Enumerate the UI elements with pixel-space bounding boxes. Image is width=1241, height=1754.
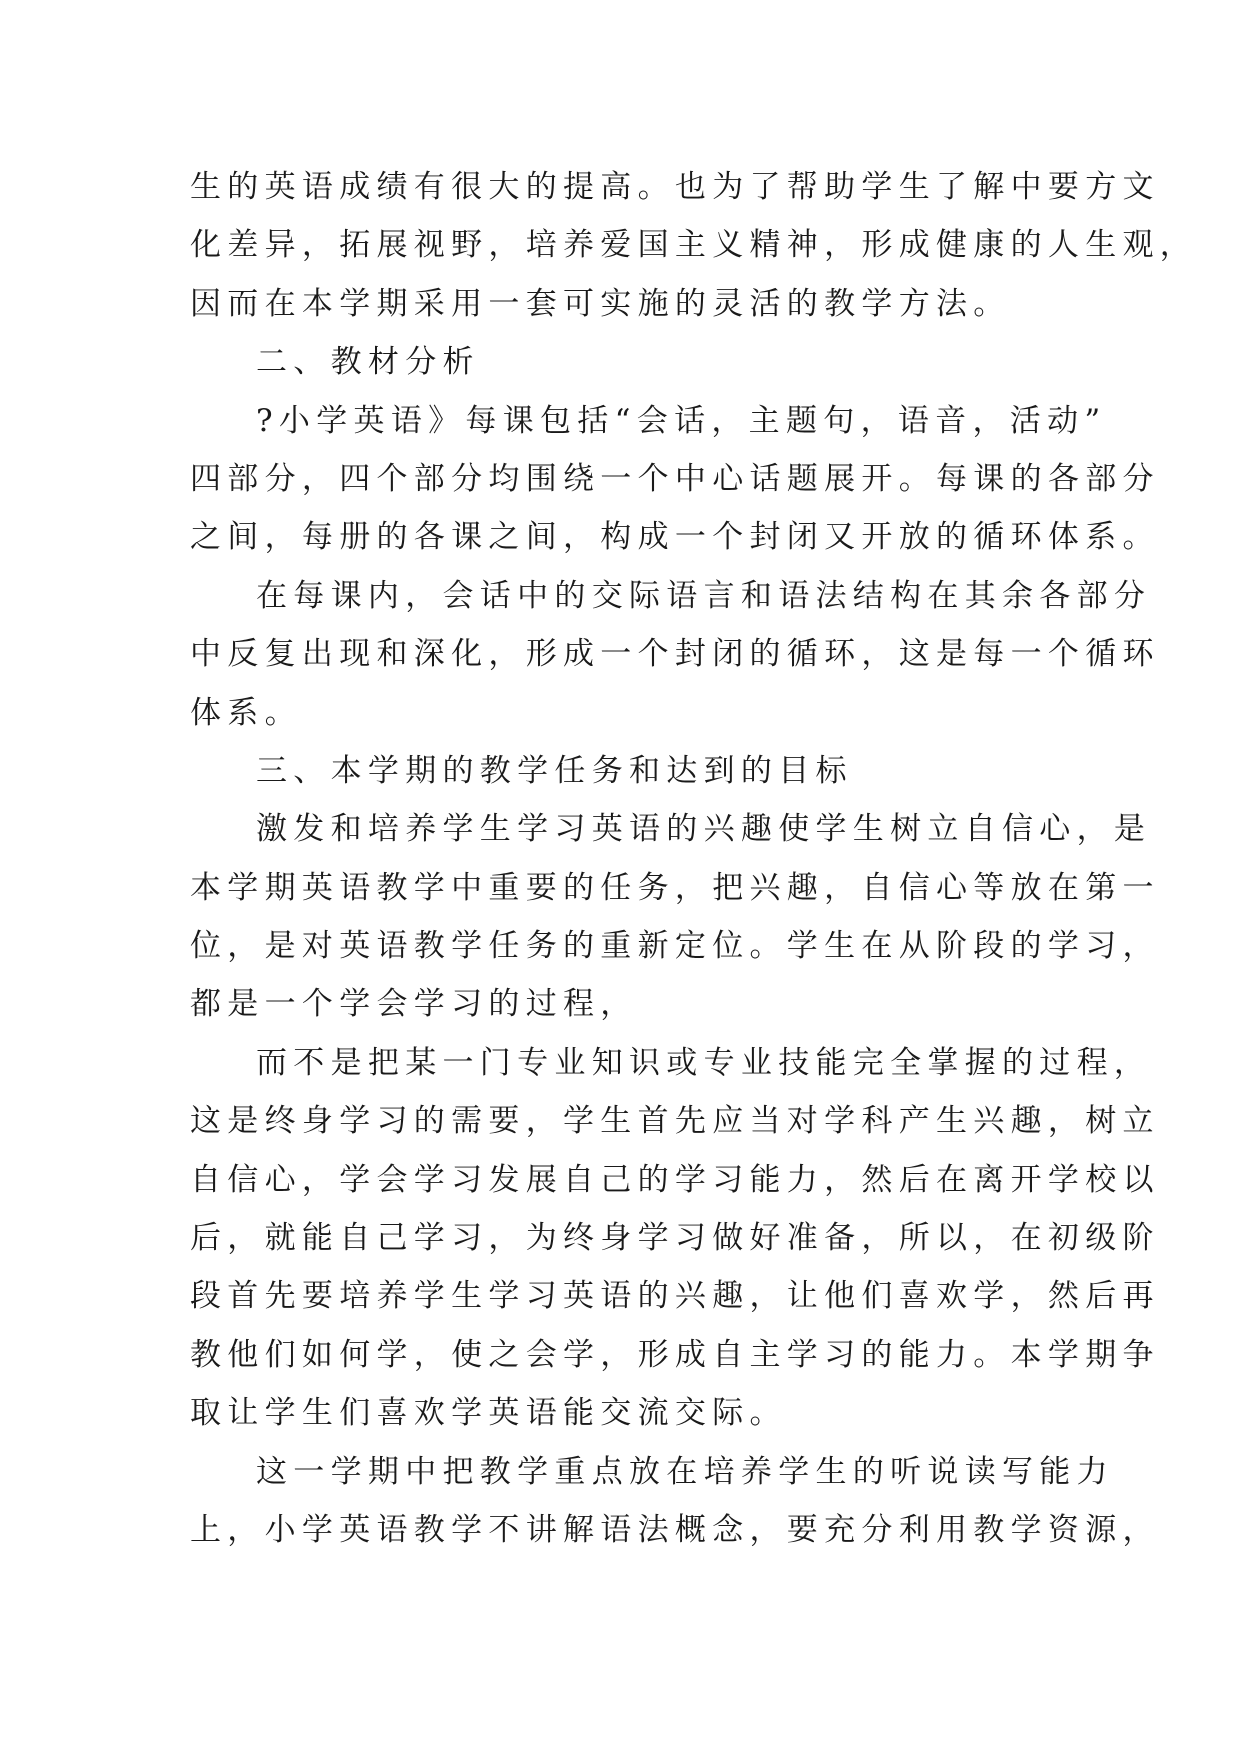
text-line: 教他们如何学，使之会学，形成自主学习的能力。本学期争 (190, 1336, 1160, 1373)
text-line: 取让学生们喜欢学英语能交流交际。 (190, 1395, 787, 1432)
text-line: 都是一个学会学习的过程， (190, 986, 638, 1023)
text-line: 四部分，四个部分均围绕一个中心话题展开。每课的各部分 (190, 460, 1160, 497)
text-line: 自信心，学会学习发展自己的学习能力，然后在离开学校以 (190, 1161, 1160, 1198)
text-line: ?小学英语》每课包括“会话，主题句，语音，活动” (256, 402, 1107, 439)
text-line: 之间，每册的各课之间，构成一个封闭又开放的循环体系。 (190, 519, 1160, 556)
text-line: 后，就能自己学习，为终身学习做好准备，所以，在初级阶 (190, 1220, 1160, 1257)
text-line: 体系。 (190, 694, 302, 731)
text-line: 因而在本学期采用一套可实施的灵活的教学方法。 (190, 285, 1011, 322)
text-line: 这是终身学习的需要，学生首先应当对学科产生兴趣，树立 (190, 1103, 1160, 1140)
document-body (190, 158, 1198, 1559)
text-line: 中反复出现和深化，形成一个封闭的循环，这是每一个循环 (190, 636, 1160, 673)
text-line: 三、本学期的教学任务和达到的目标 (256, 752, 853, 789)
text-line: 这一学期中把教学重点放在培养学生的听说读写能力 (256, 1453, 1114, 1490)
text-line: 段首先要培养学生学习英语的兴趣，让他们喜欢学，然后再 (190, 1278, 1160, 1315)
text-line: 位，是对英语教学任务的重新定位。学生在从阶段的学习， (190, 928, 1160, 965)
text-line: 在每课内，会话中的交际语言和语法结构在其余各部分 (256, 577, 1152, 614)
text-line: 生的英语成绩有很大的提高。也为了帮助学生了解中要方文 (190, 169, 1160, 205)
text-line: 而不是把某一门专业知识或专业技能完全掌握的过程， (256, 1044, 1152, 1081)
text-line: 上，小学英语教学不讲解语法概念，要充分利用教学资源， (190, 1511, 1160, 1548)
text-line: 激发和培养学生学习英语的兴趣使学生树立自信心，是 (256, 811, 1152, 848)
text-line: 本学期英语教学中重要的任务，把兴趣，自信心等放在第一 (190, 869, 1160, 906)
text-line: 化差异，拓展视野，培养爱国主义精神，形成健康的人生观， (190, 227, 1198, 264)
text-line: 二、教材分析 (256, 344, 480, 381)
